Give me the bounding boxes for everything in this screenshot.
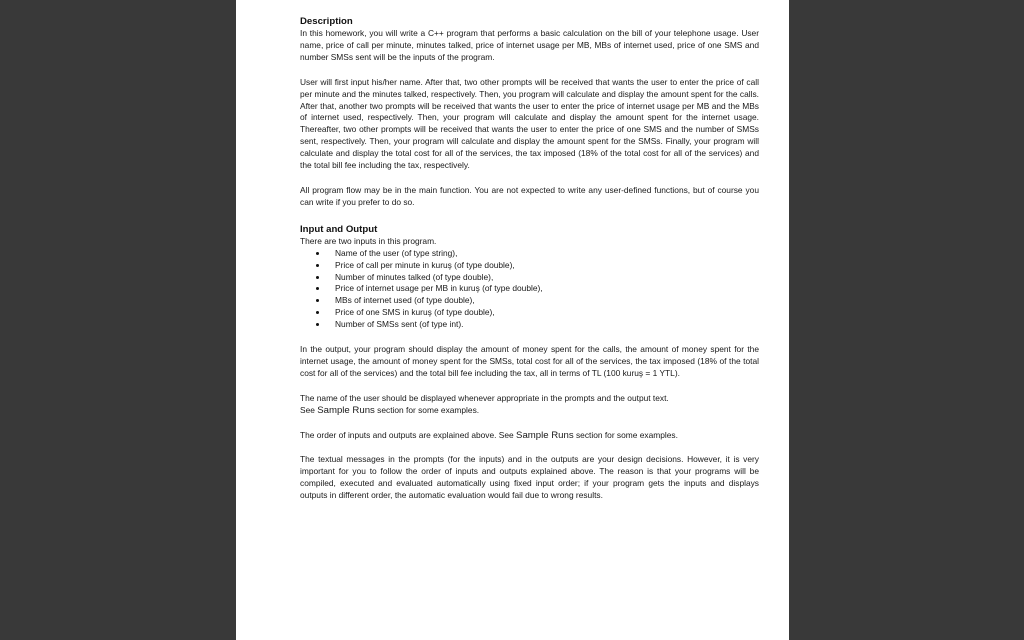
bullet-icon [316, 252, 319, 255]
description-paragraph-3: All program flow may be in the main function. You are not expected to write any user-defined functions, but of course you can write if you prefer to do so. [300, 184, 759, 207]
left-margin-background [0, 0, 236, 640]
list-item: Name of the user (of type string), [300, 248, 759, 260]
bullet-icon [316, 276, 319, 279]
list-item: Price of internet usage per MB in kuruş (of type double), [300, 283, 759, 295]
list-item: Number of minutes talked (of type double), [300, 272, 759, 284]
inputs-list [300, 248, 759, 331]
document-content [300, 16, 759, 515]
name-display-paragraph: The name of the user should be displayed whenever appropriate in the prompts and the output text. See Sample Runs section for some examples. [300, 392, 669, 416]
description-paragraph-1: In this homework, you will write a C++ program that performs a basic calculation on the bill of your telephone usage. User name, price of call per minute, minutes talked, price of internet usage per MB, MBs of internet used, price of one SMS and number SMSs sent will be the inputs of the program. [300, 28, 759, 62]
list-item: MBs of internet used (of type double), [300, 295, 759, 307]
sample-runs-reference: Sample Runs [516, 429, 574, 441]
bullet-icon [316, 299, 319, 302]
list-item: Price of one SMS in kuruş (of type double), [300, 307, 759, 319]
description-heading: Description [300, 16, 353, 27]
order-paragraph: The order of inputs and outputs are explained above. See Sample Runs section for some examples. [300, 429, 678, 441]
list-item: Number of SMSs sent (of type int). [300, 319, 759, 331]
textual-messages-paragraph: The textual messages in the prompts (for the inputs) and in the outputs are your design decisions. However, it is very important for you to follow the order of inputs and outputs explained above. The reason is that your programs will be compiled, executed and evaluated automatically using fixed input order; if your program gets the inputs and displays outputs in different order, the automatic evaluation would fail due to wrong results. [300, 454, 759, 501]
document-page [236, 0, 789, 640]
sample-runs-reference: Sample Runs [317, 404, 375, 416]
bullet-icon [316, 264, 319, 267]
inputs-intro: There are two inputs in this program. [300, 235, 437, 246]
bullet-icon [316, 311, 319, 314]
bullet-icon [316, 287, 319, 290]
bullet-icon [316, 323, 319, 326]
description-paragraph-2: User will first input his/her name. After that, two other prompts will be received that wants the user to enter the price of call per minute and the minutes talked, respectively. Then, you program will calculate and display the amount spent for the calls. After that, another two prompts will be received that wants the user to enter the price of internet usage per MB and the MBs of internet used, respectively. Then, your program will calculate and display the amount spent for the internet usage. Thereafter, two other prompts will be received that wants the user to enter the price of one SMS and the number of SMSs sent, respectively. Then, your program will calculate and display the amount spent for the SMSs. Finally, your program will calculate and display the total cost for all of the services, the tax imposed (18% of the total cost for all of the services) and the total bill fee including the tax, respectively. [300, 76, 759, 171]
input-output-heading: Input and Output [300, 223, 378, 235]
list-item: Price of call per minute in kuruş (of type double), [300, 260, 759, 272]
right-margin-background [789, 0, 1024, 640]
output-paragraph: In the output, your program should display the amount of money spent for the calls, the amount of money spent for the internet usage, the amount of money spent for the SMSs, total cost for all of the services, the tax imposed (18% of the total cost for all of the services) and the total bill fee including the tax, all in terms of TL (100 kuruş = 1 YTL). [300, 344, 759, 378]
